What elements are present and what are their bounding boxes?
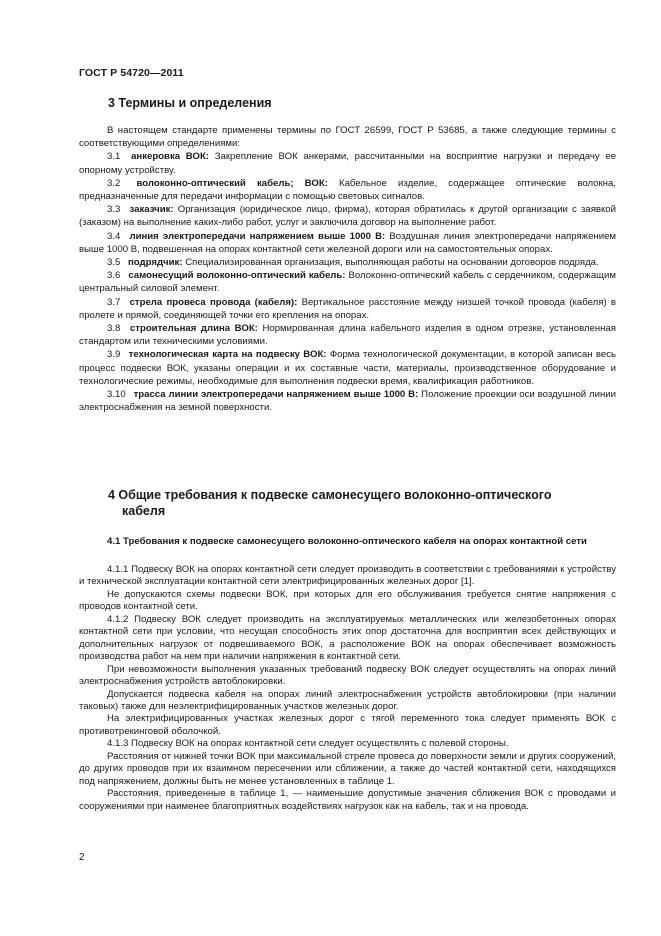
standard-header: ГОСТ Р 54720—2011 bbox=[79, 67, 184, 79]
term-definition: Кабельное изделие, содержащее оптические волокна, предназначенные для передачи информации с помощью световых сигналов. bbox=[79, 177, 616, 203]
term-name: подрядчик: bbox=[128, 257, 183, 269]
term-name: стрела провеса провода (кабеля): bbox=[129, 296, 298, 308]
term-name: заказчик: bbox=[129, 204, 174, 216]
term-definition: Организация (юридическое лицо, фирма), которая обратилась к другой организации с заявкой (заказом) на выполнение каких-либо работ, услуг и заключила договор на выполнение работ. bbox=[79, 204, 617, 229]
term-definition: Закрепление ВОК анкерами, рассчитанными на восприятие нагрузки и передачу ее опорному устройству. bbox=[79, 151, 617, 176]
term-definition: Нормированная длина кабельного изделия в одном отрезке, установленная стандартом или техническими условиями. bbox=[79, 323, 617, 348]
paragraph: 4.1.2 Подвеску ВОК следует производить на эксплуатируемых металлических или железобетонных опорах контактной сети при условии, что несущая способность этих опор достаточна для восприятия всех действующих и дополнительных нагрузок от подвешиваемого ВОК, а расположение ВОК на опорах обеспечивает возможность производства работ на нем при наличии напряжения в контактной сети. bbox=[79, 613, 616, 663]
paragraph: Расстояния, приведенные в таблице 1, — наименьшие допустимые значения сближения ВОК с проводами и сооружениями при наименее благоприятных воздействиях нагрузок как на кабель, так и на провода. bbox=[79, 788, 616, 812]
subsection-4-1-title: 4.1 Требования к подвеске самонесущего волоконно-оптического кабеля на опорах контактной сети bbox=[107, 536, 587, 547]
term-number: 3.3 bbox=[107, 204, 121, 216]
term-number: 3.10 bbox=[107, 389, 126, 401]
section-3-intro: В настоящем стандарте применены термины по ГОСТ 26599, ГОСТ Р 53685, а также следующие термины с соответствующими определениями: bbox=[79, 125, 616, 150]
paragraph: При невозможности выполнения указанных требований подвеску ВОК следует осуществлять на опорах линий электроснабжения устройств автоблокировки. bbox=[79, 663, 616, 688]
term-entry bbox=[79, 322, 616, 348]
paragraph: 4.1.1 Подвеску ВОК на опорах контактной сети следует производить в соответствии с требованиями к устройству и технической эксплуатации контактной сети электрифицированных железных дорог [1]. bbox=[79, 564, 616, 588]
paragraph: Не допускаются схемы подвески ВОК, при которых для его обслуживания требуется снятие напряжения с проводов контактной сети. bbox=[79, 588, 616, 613]
term-number: 3.6 bbox=[107, 270, 121, 282]
term-entry bbox=[79, 230, 616, 256]
section-3-body bbox=[79, 124, 616, 414]
section-4-title bbox=[108, 487, 608, 519]
term-name: трасса линии электропередачи напряжением выше 1000 В: bbox=[133, 389, 419, 401]
term-entry bbox=[79, 269, 616, 295]
paragraph: Расстояния от нижней точки ВОК при максимальной стреле провеса до поверхности земли и других сооружений, до других проводов при их взаимном пересечении или сближении, а также до частей контактной сети, находящихся под напряжением, должны быть не менее установленных в таблице 1. bbox=[79, 750, 616, 787]
term-name: анкеровка ВОК: bbox=[131, 151, 209, 163]
term-number: 3.8 bbox=[107, 323, 121, 335]
term-name: строительная длина ВОК: bbox=[129, 323, 258, 335]
term-number: 3.4 bbox=[107, 230, 121, 242]
term-definition: Положение проекции оси воздушной линии электроснабжения на земной поверхности. bbox=[79, 389, 617, 414]
term-entry bbox=[79, 296, 616, 322]
section-4-title-line-2: кабеля bbox=[122, 504, 166, 518]
page-number: 2 bbox=[79, 852, 85, 863]
term-number: 3.9 bbox=[107, 349, 121, 361]
paragraph: 4.1.3 Подвеску ВОК на опорах контактной сети следует осуществлять с полевой стороны. bbox=[107, 738, 509, 750]
term-name: линия электропередачи напряжением выше 1000 В: bbox=[129, 230, 386, 242]
paragraph: На электрифицированных участках железных дорог с тягой переменного тока следует применять ВОК с противотрекинговой оболочкой. bbox=[79, 713, 616, 737]
term-number: 3.1 bbox=[107, 151, 121, 163]
term-definition: Форма технологической документации, в которой записан весь процесс подвески ВОК, указаны операции и их составные части, материалы, производственное оборудование и технологические режимы, необходимые для выполнения подвески время, квалификация работников. bbox=[79, 349, 616, 387]
term-number: 3.2 bbox=[107, 177, 121, 189]
term-entry bbox=[79, 348, 616, 388]
term-entry bbox=[79, 203, 616, 229]
term-name: волоконно-оптический кабель; ВОК: bbox=[136, 177, 328, 189]
term-entry bbox=[79, 150, 616, 176]
paragraph: Допускается подвеска кабеля на опорах линий электроснабжения устройств автоблокировки (при наличии таковых) также для неэлектрифицированных участков железных дорог. bbox=[79, 688, 616, 712]
term-entry bbox=[79, 256, 616, 269]
term-definition: Воздушная линия электропередачи напряжением выше 1000 В, подвешенная на опорах контактной сети железной дороги или на самостоятельных опорах. bbox=[79, 230, 617, 255]
section-3-title: 3 Термины и определения bbox=[108, 96, 272, 110]
term-entry bbox=[79, 388, 616, 414]
term-definition: Волоконно-оптический кабель с сердечником, содержащим центральный силовой элемент. bbox=[79, 270, 616, 295]
term-number: 3.7 bbox=[107, 296, 121, 308]
term-name: самонесущий волоконно-оптический кабель: bbox=[128, 270, 346, 282]
term-definition: Специализированная организация, выполняющая работы на основании договоров подряда. bbox=[185, 257, 599, 269]
section-4-title-line-1: 4 Общие требования к подвеске самонесущего волоконно-оптического bbox=[108, 488, 552, 502]
term-entry bbox=[79, 177, 616, 203]
term-number: 3.5 bbox=[107, 257, 121, 269]
term-definition: Вертикальное расстояние между низшей точкой провода (кабеля) в пролете и прямой, соединяющей точки его крепления на опорах. bbox=[79, 296, 616, 321]
term-name: технологическая карта на подвеску ВОК: bbox=[128, 349, 327, 361]
section-4-body bbox=[79, 564, 616, 813]
